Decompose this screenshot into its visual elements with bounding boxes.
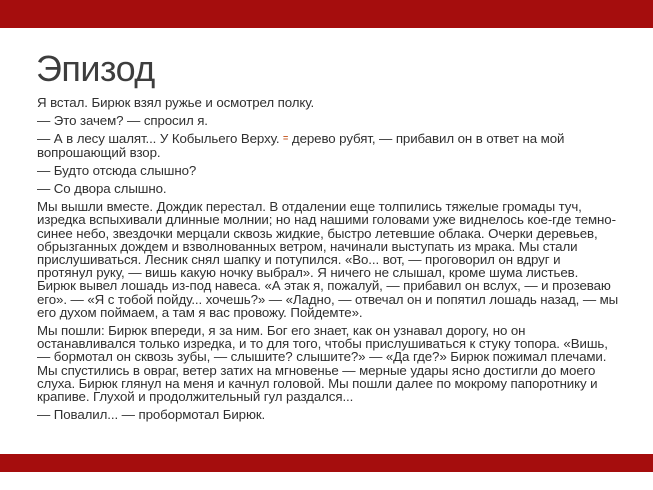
top-accent-bar	[0, 0, 653, 28]
paragraph-dialogue: — Со двора слышно.	[37, 181, 167, 197]
bottom-accent-bar	[0, 454, 653, 472]
slide-body-text	[37, 96, 619, 426]
paragraph-dialogue: — Будто отсюда слышно?	[37, 162, 197, 178]
slide-title: Эпизод	[36, 48, 155, 89]
paragraph-dialogue: — Это зачем? — спросил я.	[37, 113, 208, 129]
paragraph-narration: Мы пошли: Бирюк впереди, я за ним. Бог его знает, как он узнавал дорогу, но он останавливался только изредка, и то для того, чтобы прислушиваться к стуку топора. «Вишь, — бормотал он сквозь зубы, — слышите? слышите?» — «Да где?» Бирюк пожимал плечами. Мы спустились в овраг, ветер затих на мгновенье — мерные удары ясно достигли до моего слуха. Бирюк глянул на меня и качнул головой. Мы пошли далее по мокрому папоротнику и крапиве. Глухой и продолжительный гул раздался...	[37, 323, 608, 405]
paragraph-text: — А в лесу шалят... У Кобыльего Верху.	[37, 131, 280, 147]
annotation-marker: =	[283, 133, 289, 144]
paragraph-dialogue: — Повалил... — пробормотал Бирюк.	[37, 407, 266, 423]
paragraph-text: дерево рубят, — прибавил он в ответ на мой вопрошающий взор.	[37, 131, 565, 160]
paragraph-dialogue	[37, 132, 619, 158]
paragraph-narration: Я встал. Бирюк взял ружье и осмотрел полку.	[37, 95, 315, 110]
paragraph-narration: Мы вышли вместе. Дождик перестал. В отдалении еще толпились тяжелые громады туч, изредка вспыхивали длинные молнии; но над нашими головами уже виднелось кое-где темно-синее небо, звездочки мерцали сквозь жидкие, быстро летевшие облака. Очерки деревьев, обрызганных дождем и взволнованных ветром, начинали выступать из мрака. Мы стали прислушиваться. Лесник снял шапку и потупился. «Во... вот, — проговорил он вдруг и протянул руку, — вишь какую ночку выбрал». Я ничего не слышал, кроме шума листьев. Бирюк вывел лошадь из-под навеса. «А этак я, пожалуй, — прибавил он вслух, — и прозеваю его». — «Я с тобой пойду... хочешь?» — «Ладно, — отвечал он и попятил лошадь назад, — мы его духом поймаем, а там я вас провожу. Пойдемте».	[37, 199, 619, 320]
